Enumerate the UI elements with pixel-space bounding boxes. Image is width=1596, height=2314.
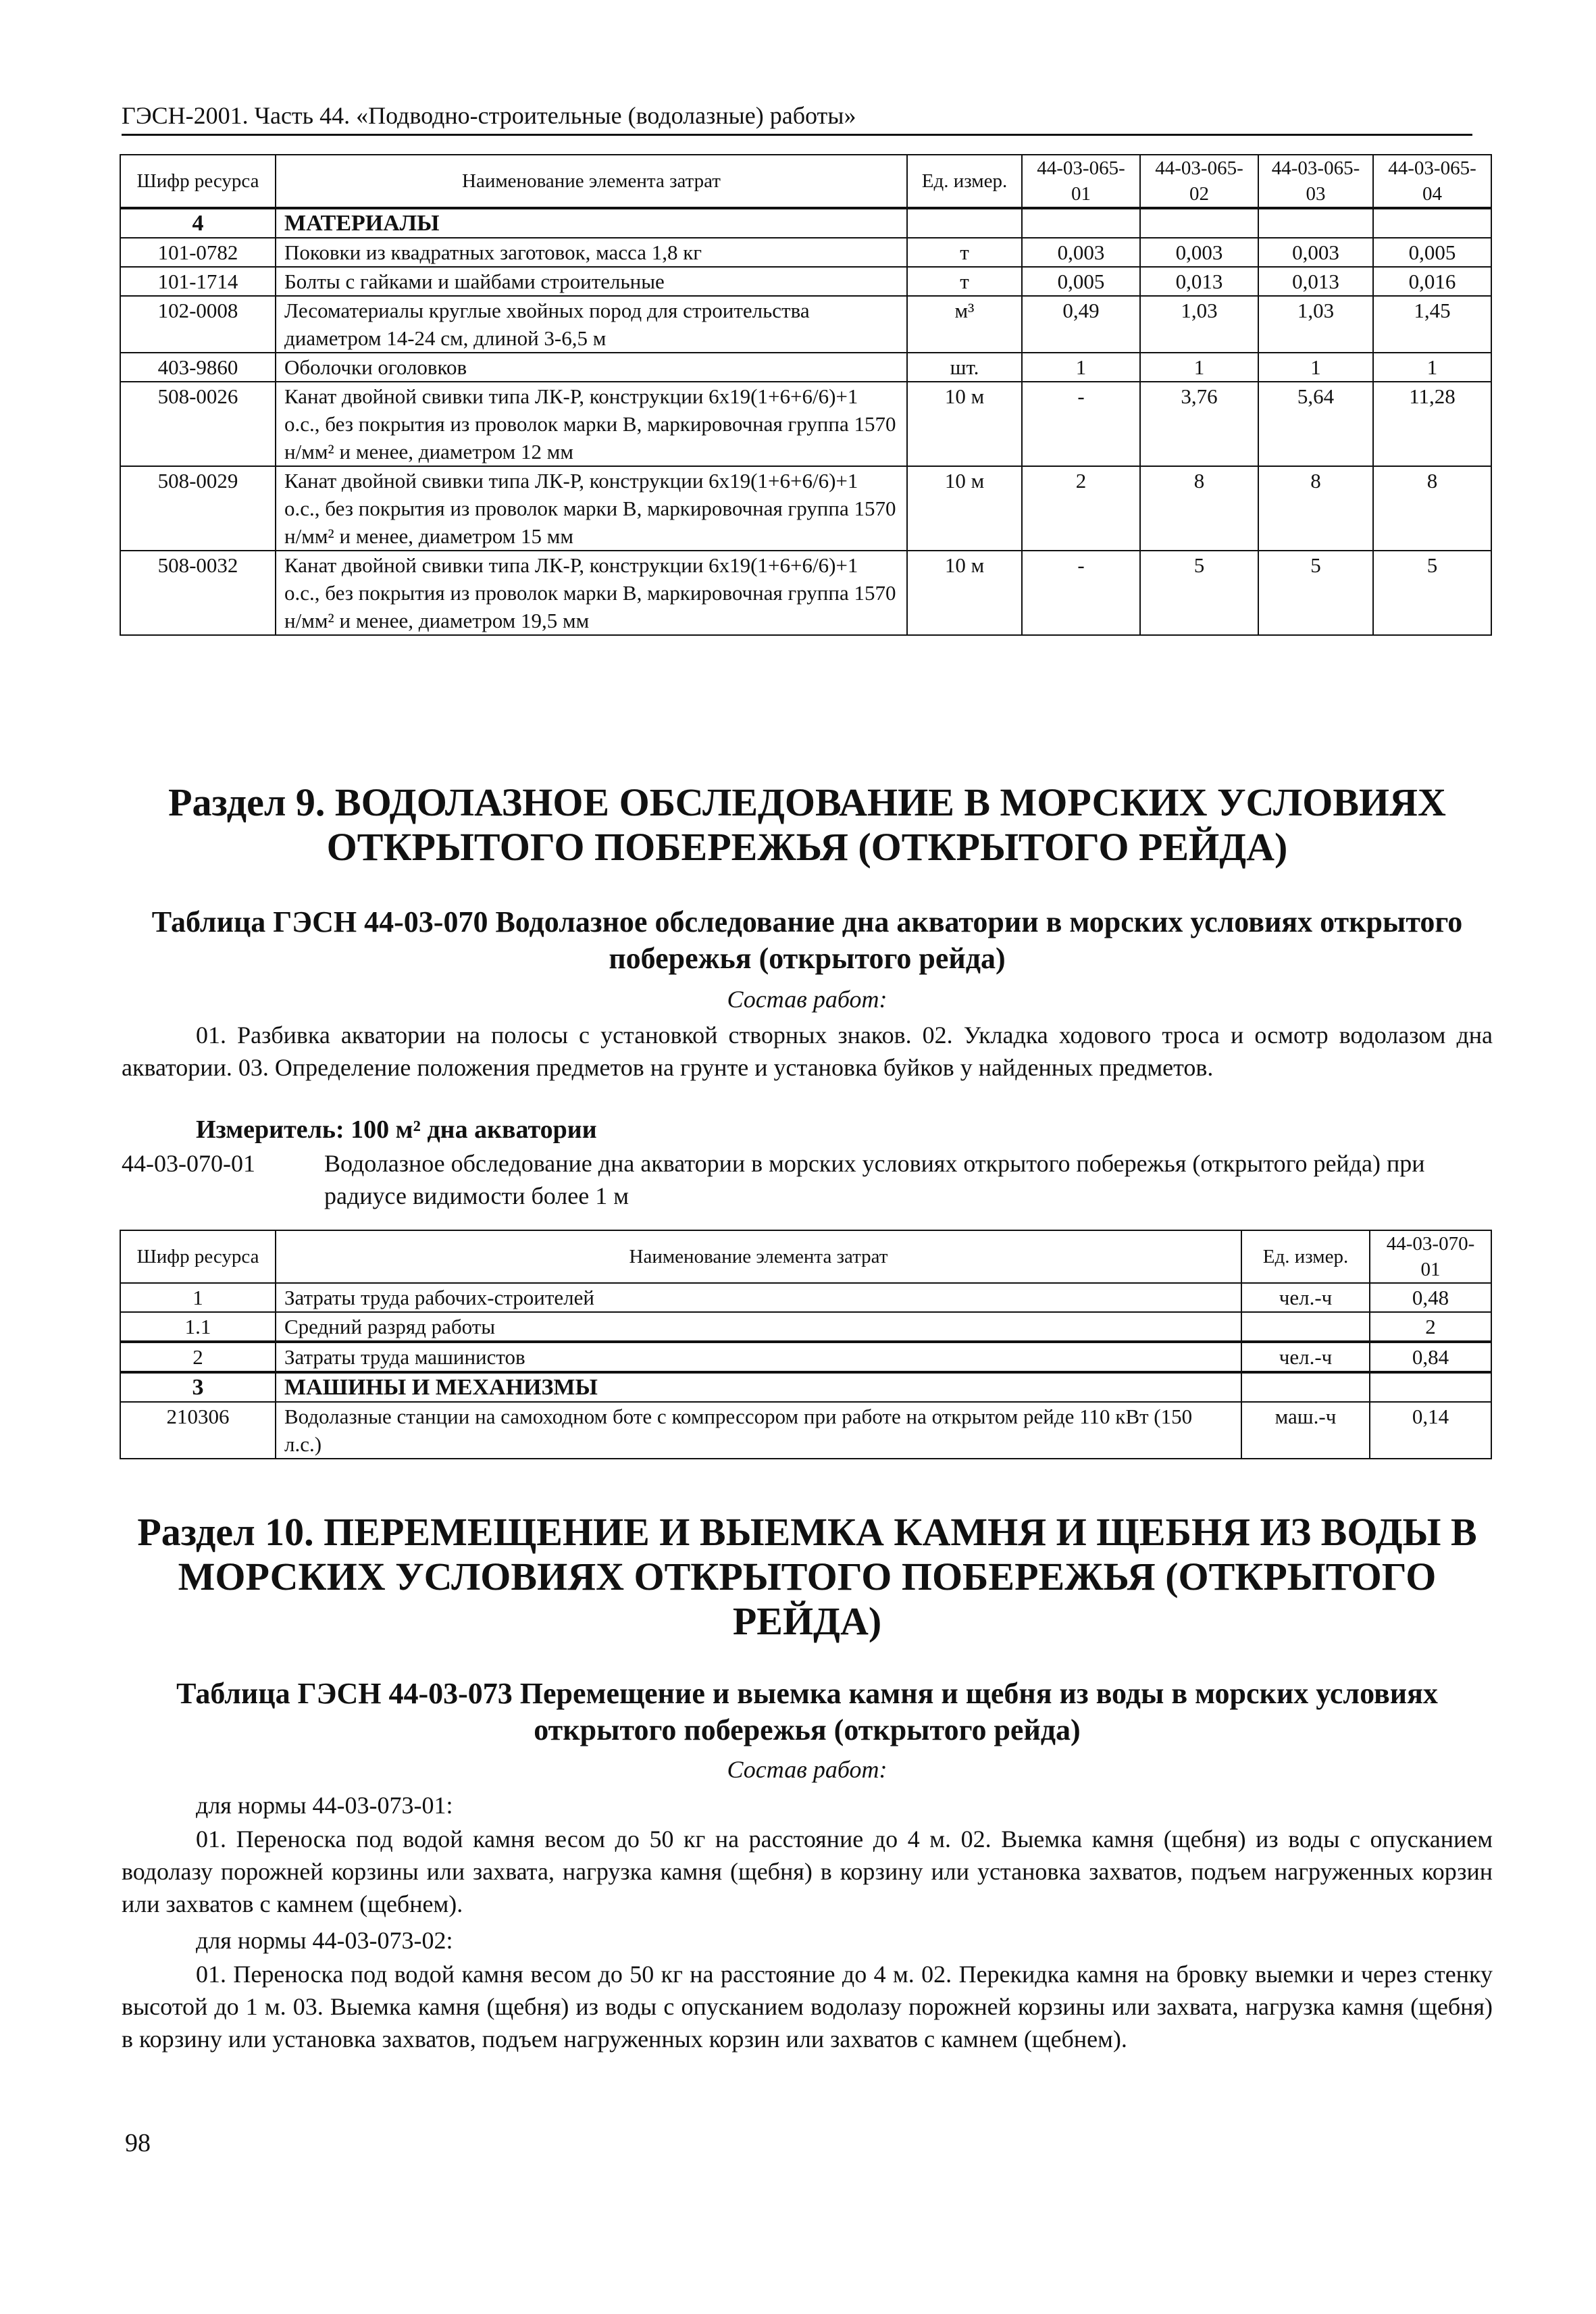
table-cell: 0,013 [1140, 267, 1258, 296]
table-cell: 0,016 [1373, 267, 1491, 296]
table-cell: Затраты труда рабочих-строителей [276, 1283, 1241, 1312]
table-cell: 0,84 [1370, 1342, 1491, 1372]
table-cell: Канат двойной свивки типа ЛК-Р, конструкции 6х19(1+6+6/6)+1 о.с., без покрытия из проволок марки В, маркировочная группа 1570 н/мм² и менее, диаметром 12 мм [276, 382, 907, 466]
table-cell: 8 [1140, 466, 1258, 551]
column-header: Шифр ресурса [120, 155, 276, 208]
table-cell: 0,49 [1022, 296, 1140, 353]
table-cell: 0,003 [1140, 238, 1258, 267]
table-cell: 10 м [907, 466, 1022, 551]
table-row [120, 382, 1491, 466]
meter-label: Измеритель: 100 м² дна акватории [196, 1115, 597, 1144]
table-header-row [120, 1230, 1491, 1283]
column-header: Наименование элемента затрат [276, 1230, 1241, 1283]
table-header-row [120, 155, 1491, 208]
table-cell: 10 м [907, 382, 1022, 466]
table-cell [1140, 208, 1258, 238]
table-cell: 102-0008 [120, 296, 276, 353]
table-cell: 508-0029 [120, 466, 276, 551]
table-cell: 1 [1373, 353, 1491, 382]
column-header: 44-03-065-04 [1373, 155, 1491, 208]
table-cell: 4 [120, 208, 276, 238]
table-row [120, 1283, 1491, 1312]
table-cell: Средний разряд работы [276, 1312, 1241, 1342]
column-header: 44-03-065-03 [1258, 155, 1373, 208]
table-cell: 3,76 [1140, 382, 1258, 466]
table-cell [1022, 208, 1140, 238]
table-cell: 5 [1140, 551, 1258, 635]
table-cell: 0,005 [1022, 267, 1140, 296]
table-cell: Поковки из квадратных заготовок, масса 1,8 кг [276, 238, 907, 267]
table-row [120, 1402, 1491, 1459]
composition-text: 01. Разбивка акватории на полосы с установкой створных знаков. 02. Укладка ходового троса и осмотр водолазом дна акватории. 03. Определение положения предметов на грунте и установка буйков у найденных предметов. [122, 1022, 1493, 1081]
table-cell: 1 [120, 1283, 276, 1312]
page-number: 98 [125, 2129, 151, 2157]
composition-label: Состав работ: [727, 1756, 887, 1783]
table-cell: МАТЕРИАЛЫ [276, 208, 907, 238]
section-9-title: Раздел 9. ВОДОЛАЗНОЕ ОБСЛЕДОВАНИЕ В МОРСКИХ УСЛОВИЯХ ОТКРЫТОГО ПОБЕРЕЖЬЯ (ОТКРЫТОГО РЕЙДА) [168, 780, 1446, 869]
table-cell: Канат двойной свивки типа ЛК-Р, конструкции 6х19(1+6+6/6)+1 о.с., без покрытия из проволок марки В, маркировочная группа 1570 н/мм² и менее, диаметром 19,5 мм [276, 551, 907, 635]
table-cell: 101-0782 [120, 238, 276, 267]
table-cell: 5 [1258, 551, 1373, 635]
column-header: 44-03-065-02 [1140, 155, 1258, 208]
table-cell [1241, 1372, 1370, 1402]
table-cell: 1 [1022, 353, 1140, 382]
table-cell: 1,03 [1140, 296, 1258, 353]
table-cell: 0,14 [1370, 1402, 1491, 1459]
table-cell: 1.1 [120, 1312, 276, 1342]
running-header: ГЭСН-2001. Часть 44. «Подводно-строительные (водолазные) работы» [122, 101, 1472, 136]
table-cell: 2 [1022, 466, 1140, 551]
column-header: Наименование элемента затрат [276, 155, 907, 208]
table-row [120, 267, 1491, 296]
norm-2-label: для нормы 44-03-073-02: [196, 1927, 453, 1954]
table-cell: 403-9860 [120, 353, 276, 382]
table-cell: т [907, 267, 1022, 296]
table-cell: 0,005 [1373, 238, 1491, 267]
table-cell: 508-0026 [120, 382, 276, 466]
table-cell: - [1022, 551, 1140, 635]
table-cell: 5,64 [1258, 382, 1373, 466]
table-cell: 8 [1373, 466, 1491, 551]
table-row [120, 353, 1491, 382]
table-cell [1370, 1372, 1491, 1402]
table-cell: Оболочки оголовков [276, 353, 907, 382]
table-cell: 3 [120, 1372, 276, 1402]
table-cell [1241, 1312, 1370, 1342]
table-cell: 1 [1258, 353, 1373, 382]
table-cell: Затраты труда машинистов [276, 1342, 1241, 1372]
section-10-title: Раздел 10. ПЕРЕМЕЩЕНИЕ И ВЫЕМКА КАМНЯ И ЩЕБНЯ ИЗ ВОДЫ В МОРСКИХ УСЛОВИЯХ ОТКРЫТОГО ПОБЕРЕЖЬЯ (ОТКРЫТОГО РЕЙДА) [137, 1510, 1477, 1643]
table-row [120, 1312, 1491, 1342]
norm-code: 44-03-070-01 [122, 1150, 255, 1177]
table-cell: 1 [1140, 353, 1258, 382]
table-row [120, 551, 1491, 635]
table-cell: 2 [120, 1342, 276, 1372]
norm-description [122, 1147, 1493, 1212]
table-44-03-073-title: Таблица ГЭСН 44-03-073 Перемещение и выемка камня и щебня из воды в морских условиях открытого побережья (открытого рейда) [176, 1677, 1438, 1746]
table-cell: - [1022, 382, 1140, 466]
table-cell: 11,28 [1373, 382, 1491, 466]
table-cell: 1,45 [1373, 296, 1491, 353]
table-row [120, 466, 1491, 551]
table-cell: м³ [907, 296, 1022, 353]
table-cell: 508-0032 [120, 551, 276, 635]
table-cell: 0,003 [1258, 238, 1373, 267]
norm-2-text: 01. Переноска под водой камня весом до 50 кг на расстояние до 4 м. 02. Перекидка камня на бровку выемки и через стенку высотой до 1 м. 03. Выемка камня (щебня) из воды с опусканием водолазу порожней корзины или захвата, нагрузка камня (щебня) в корзину или установка захватов, подъем нагруженных корзин или захватов с камнем (щебнем). [122, 1961, 1493, 2053]
norm-1-text: 01. Переноска под водой камня весом до 50 кг на расстояние до 4 м. 02. Выемка камня (щебня) из воды с опусканием водолазу порожней корзины или захвата, нагрузка камня (щебня) в корзину или установка захватов, подъем нагруженных корзин или захватов с камнем (щебнем). [122, 1826, 1493, 1917]
column-header: 44-03-065-01 [1022, 155, 1140, 208]
table-cell: Болты с гайками и шайбами строительные [276, 267, 907, 296]
table-row [120, 1372, 1491, 1402]
table-row [120, 296, 1491, 353]
table-cell: МАШИНЫ И МЕХАНИЗМЫ [276, 1372, 1241, 1402]
column-header: Ед. измер. [1241, 1230, 1370, 1283]
table-cell: Лесоматериалы круглые хвойных пород для строительства диаметром 14-24 см, длиной 3-6,5 м [276, 296, 907, 353]
table-cell: 0,48 [1370, 1283, 1491, 1312]
table-cell: чел.-ч [1241, 1342, 1370, 1372]
table-row [120, 1342, 1491, 1372]
table-cell: 101-1714 [120, 267, 276, 296]
table-cell [1258, 208, 1373, 238]
table-cell: 10 м [907, 551, 1022, 635]
column-header: Шифр ресурса [120, 1230, 276, 1283]
table-cell: Канат двойной свивки типа ЛК-Р, конструкции 6х19(1+6+6/6)+1 о.с., без покрытия из проволок марки В, маркировочная группа 1570 н/мм² и менее, диаметром 15 мм [276, 466, 907, 551]
table-cell: 5 [1373, 551, 1491, 635]
table-cell: 0,013 [1258, 267, 1373, 296]
table-cell: маш.-ч [1241, 1402, 1370, 1459]
table-row [120, 208, 1491, 238]
table-cell: 0,003 [1022, 238, 1140, 267]
table-cell [1373, 208, 1491, 238]
column-header: Ед. измер. [907, 155, 1022, 208]
survey-table [120, 1230, 1492, 1459]
table-row [120, 238, 1491, 267]
table-cell: чел.-ч [1241, 1283, 1370, 1312]
materials-table [120, 154, 1492, 636]
table-cell: Водолазные станции на самоходном боте с компрессором при работе на открытом рейде 110 кВт (150 л.с.) [276, 1402, 1241, 1459]
table-cell [907, 208, 1022, 238]
table-44-03-070-title: Таблица ГЭСН 44-03-070 Водолазное обследование дна акватории в морских условиях открытого побережья (открытого рейда) [151, 905, 1463, 975]
table-cell: 8 [1258, 466, 1373, 551]
table-cell: 210306 [120, 1402, 276, 1459]
norm-text: Водолазное обследование дна акватории в морских условиях открытого побережья (открытого рейда) при радиусе видимости более 1 м [324, 1150, 1425, 1209]
table-cell: шт. [907, 353, 1022, 382]
table-cell: 1,03 [1258, 296, 1373, 353]
norm-1-label: для нормы 44-03-073-01: [196, 1792, 453, 1819]
table-cell: 2 [1370, 1312, 1491, 1342]
table-cell: т [907, 238, 1022, 267]
composition-label: Состав работ: [727, 986, 887, 1013]
column-header: 44-03-070-01 [1370, 1230, 1491, 1283]
